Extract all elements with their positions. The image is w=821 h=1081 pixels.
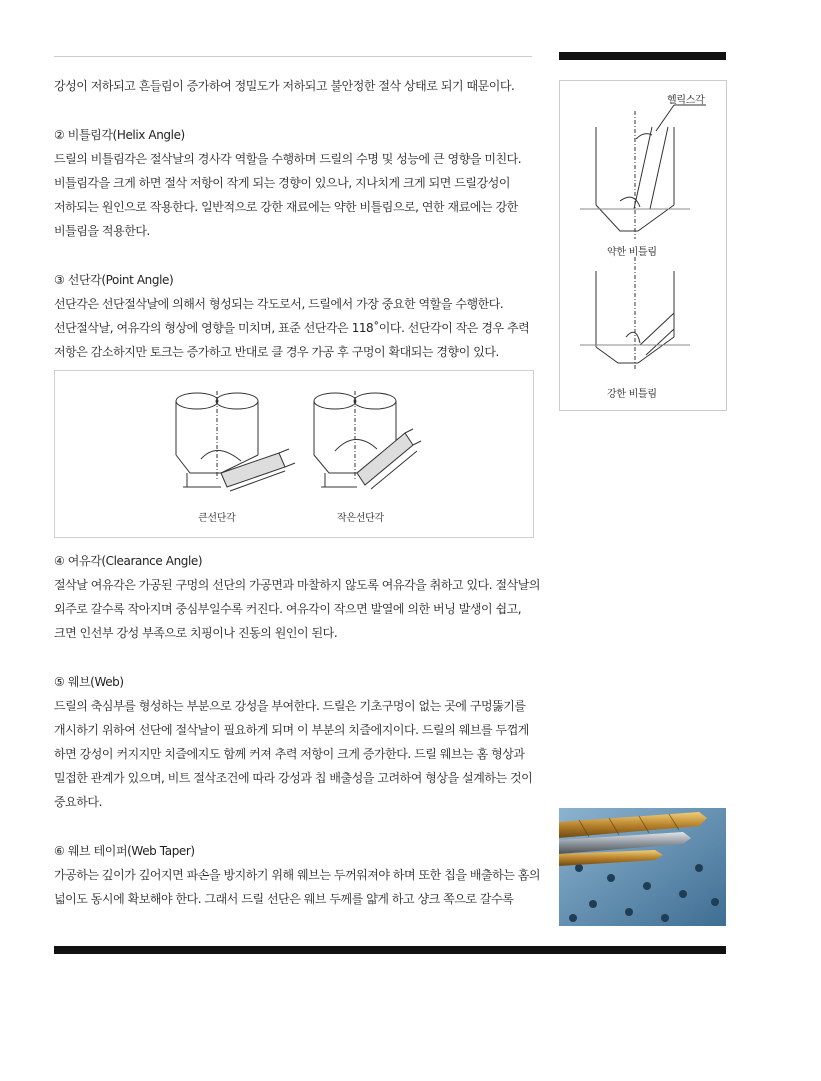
clearance-text-line: 외주로 갈수록 작아지며 중심부일수록 커진다. 여유각이 작으면 발열에 의한 버닝 발생이 쉽고, <box>54 602 522 616</box>
intro-text: 강성이 저하되고 흔들림이 증가하여 정밀도가 저하되고 불안정한 절삭 상태로 되기 때문이다. <box>54 79 515 93</box>
helix-text-line: 저하되는 원인으로 작용한다. 일반적으로 강한 재료에는 약한 비틀림으로, 연한 재료에는 강한 <box>54 200 518 214</box>
point-text-line: 선단각은 선단절삭날에 의해서 형성되는 각도로서, 드릴에서 가장 중요한 역할을 수행한다. <box>54 297 504 311</box>
caption-strong-helix: 강한 비틀림 <box>607 389 657 400</box>
web-taper-text-line: 가공하는 깊이가 깊어지면 파손을 방지하기 위해 웨브는 두꺼워져야 하며 또한 칩을 배출하는 홈의 <box>54 868 541 882</box>
point-angle-diagram <box>55 371 533 537</box>
top-divider <box>54 56 532 57</box>
helix-angle-heading: ② 비틀림각(Helix Angle) <box>54 128 185 142</box>
drill-bits-icon <box>559 808 726 926</box>
article-body <box>54 74 541 911</box>
web-heading: ⑤ 웨브(Web) <box>54 675 124 689</box>
web-text-line: 밀접한 관계가 있으며, 비트 절삭조건에 따라 강성과 칩 배출성을 고려하여 형상을 설계하는 것이 <box>54 771 533 785</box>
point-angle-figure <box>54 370 534 538</box>
bottom-bar <box>54 946 726 954</box>
caption-weak-helix: 약한 비틀림 <box>607 247 657 258</box>
point-angle-heading: ③ 선단각(Point Angle) <box>54 273 174 287</box>
point-text-line: 저항은 감소하지만 토크는 증가하고 반대로 클 경우 가공 후 구멍이 확대되는 경향이 있다. <box>54 345 499 359</box>
helix-text-line: 비틀림각을 크게 하면 절삭 저항이 작게 되는 경향이 있으나, 지나치게 크게 되면 드릴강성이 <box>54 176 510 190</box>
clearance-text-line: 크면 인선부 강성 부족으로 치핑이나 진동의 원인이 된다. <box>54 626 338 640</box>
caption-large-point-angle: 큰선단각 <box>198 513 236 524</box>
web-taper-heading: ⑥ 웨브 테이퍼(Web Taper) <box>54 844 195 858</box>
helix-text-line: 드릴의 비틀림각은 절삭날의 경사각 역할을 수행하며 드릴의 수명 및 성능에 큰 영향을 미친다. <box>54 152 522 166</box>
point-text-line: 선단절삭날, 여유각의 형상에 영향을 미치며, 표준 선단각은 118˚이다. 선단각이 작은 경우 추력 <box>54 321 530 335</box>
web-text-line: 하면 강성이 커지지만 치즐에지도 함께 커져 추력 저항이 크게 증가한다. 드릴 웨브는 홈 형상과 <box>54 747 525 761</box>
helix-angle-figure <box>559 80 727 411</box>
helix-text-line: 비틀림을 적용한다. <box>54 224 150 238</box>
web-text-line: 중요하다. <box>54 795 102 809</box>
helix-angle-label: 헬릭스각 <box>667 95 705 106</box>
drill-bits-photo <box>559 808 726 926</box>
web-text-line: 드릴의 축심부를 형성하는 부분으로 강성을 부여한다. 드릴은 기초구멍이 없는 곳에 구멍뚫기를 <box>54 699 526 713</box>
web-taper-text-line: 넓이도 동시에 확보해야 한다. 그래서 드릴 선단은 웨브 두께를 얇게 하고 샹크 쪽으로 갈수록 <box>54 892 514 906</box>
clearance-angle-heading: ④ 여유각(Clearance Angle) <box>54 554 203 568</box>
clearance-text-line: 절삭날 여유각은 가공된 구멍의 선단의 가공면과 마찰하지 않도록 여유각을 취하고 있다. 절삭날의 <box>54 578 541 592</box>
caption-small-point-angle: 작은선단각 <box>337 513 384 524</box>
sidebar-top-bar <box>559 52 726 60</box>
web-text-line: 개시하기 위하여 선단에 절삭날이 필요하게 되며 이 부분의 치즐에지이다. 드릴의 웨브를 두껍게 <box>54 723 529 737</box>
